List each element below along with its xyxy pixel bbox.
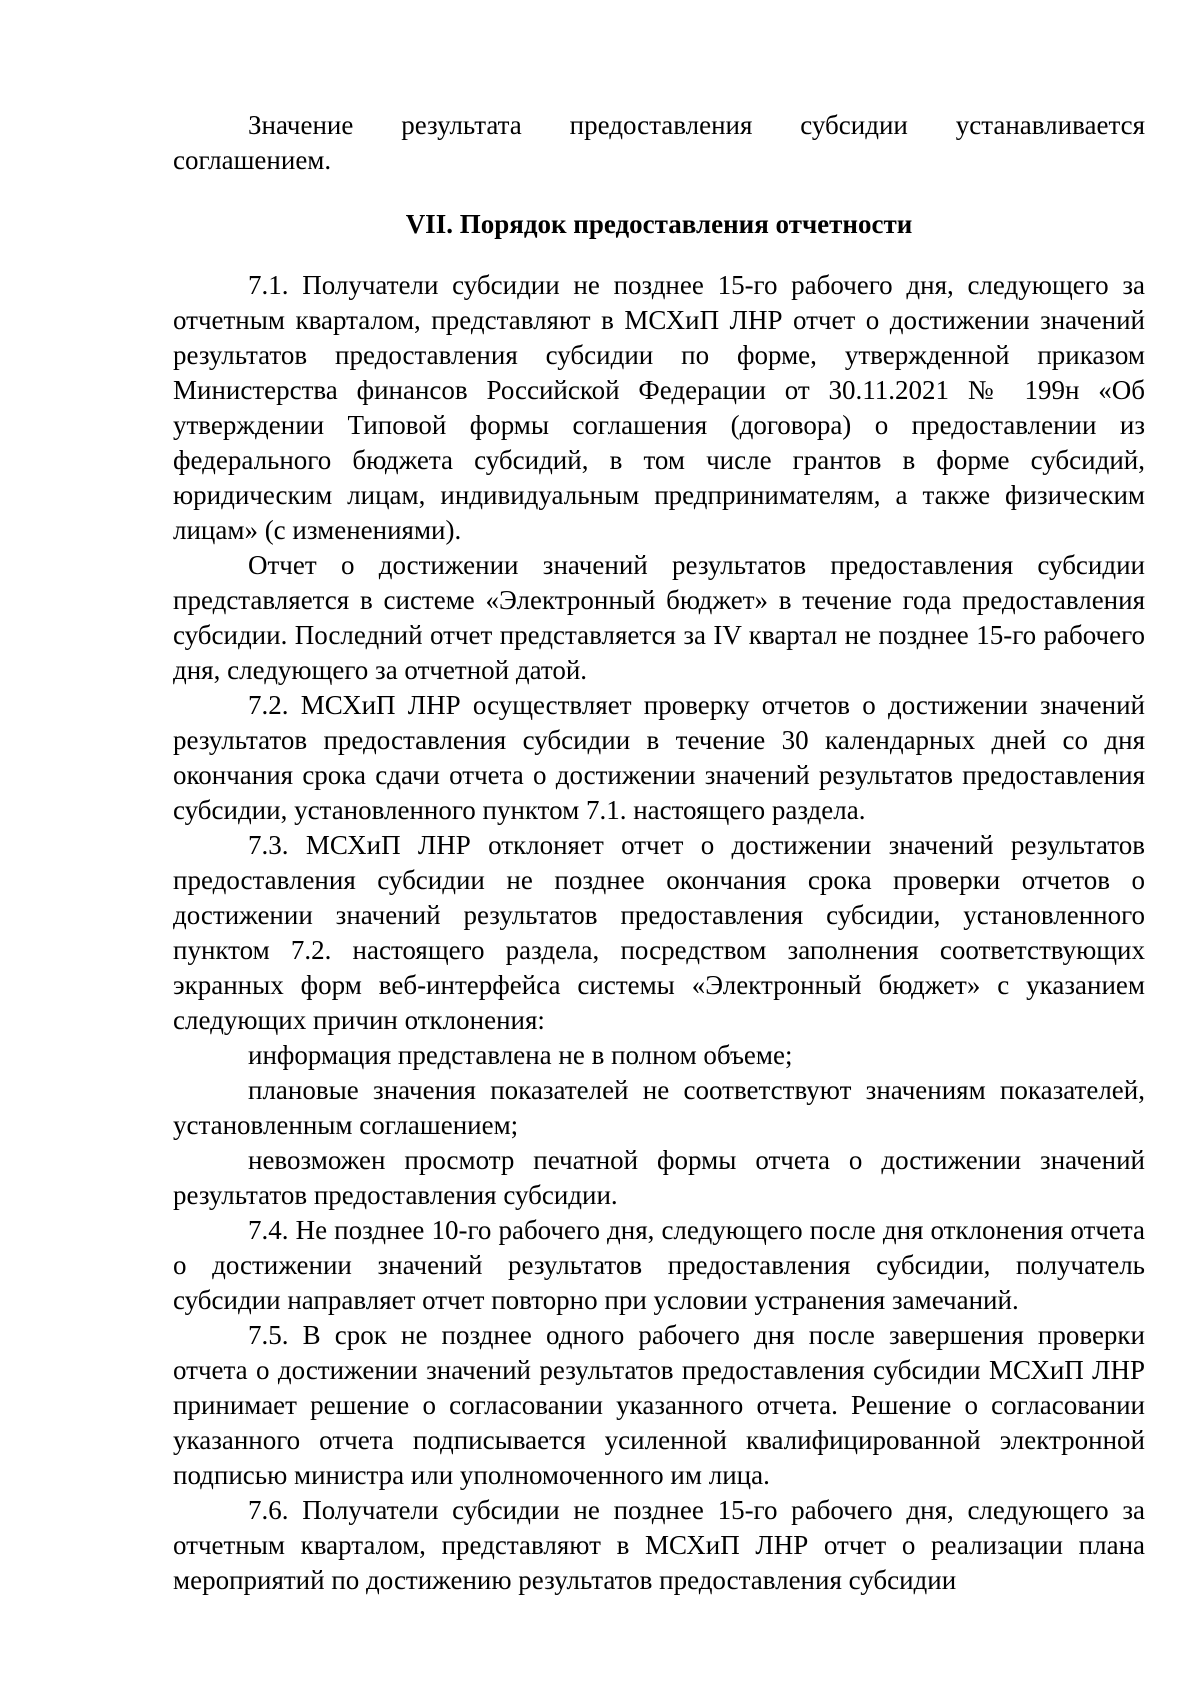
paragraph-report-system: Отчет о достижении значений результатов предоставления субсидии представляется в системе «Электронный бюджет» в течение года предоставления субсидии. Последний отчет представляется за IV квартал не позднее 15-го рабочего дня, следующего за отчетной датой. [173, 550, 1145, 685]
rejection-reason-2: плановые значения показателей не соответствуют значениям показателей, установленным соглашением; [173, 1075, 1145, 1140]
intro-paragraph: Значение результата предоставления субсидии устанавливается соглашением. [173, 110, 1145, 175]
paragraph-7-3: 7.3. МСХиП ЛНР отклоняет отчет о достижении значений результатов предоставления субсидии не позднее окончания срока проверки отчетов о достижении значений результатов предоставления субсидии, установленного пунктом 7.2. настоящего раздела, посредством заполнения соответствующих экранных форм веб-интерфейса системы «Электронный бюджет» с указанием следующих причин отклонения: [173, 830, 1145, 1035]
rejection-reason-1: информация представлена не в полном объеме; [248, 1040, 793, 1070]
document-body [173, 108, 1145, 1598]
paragraph-7-6: 7.6. Получатели субсидии не позднее 15-го рабочего дня, следующего за отчетным кварталом, представляют в МСХиП ЛНР отчет о реализации плана мероприятий по достижению результатов предоставления субсидии [173, 1495, 1145, 1595]
rejection-reason-3: невозможен просмотр печатной формы отчета о достижении значений результатов предоставления субсидии. [173, 1145, 1145, 1210]
paragraph-7-5: 7.5. В срок не позднее одного рабочего дня после завершения проверки отчета о достижении значений результатов предоставления субсидии МСХиП ЛНР принимает решение о согласовании указанного отчета. Решение о согласовании указанного отчета подписывается усиленной квалифицированной электронной подписью министра или уполномоченного им лица. [173, 1320, 1145, 1490]
paragraph-7-1: 7.1. Получатели субсидии не позднее 15-го рабочего дня, следующего за отчетным кварталом, представляют в МСХиП ЛНР отчет о достижении значений результатов предоставления субсидии по форме, утвержденной приказом Министерства финансов Российской Федерации от 30.11.2021 № 199н «Об утверждении Типовой формы соглашения (договора) о предоставлении из федерального бюджета субсидий, в том числе грантов в форме субсидий, юридическим лицам, индивидуальным предпринимателям, а также физическим лицам» (с изменениями). [173, 270, 1145, 545]
paragraph-7-4: 7.4. Не позднее 10-го рабочего дня, следующего после дня отклонения отчета о достижении значений результатов предоставления субсидии, получатель субсидии направляет отчет повторно при условии устранения замечаний. [173, 1215, 1145, 1315]
paragraph-7-2: 7.2. МСХиП ЛНР осуществляет проверку отчетов о достижении значений результатов предоставления субсидии в течение 30 календарных дней со дня окончания срока сдачи отчета о достижении значений результатов предоставления субсидии, установленного пунктом 7.1. настоящего раздела. [173, 690, 1145, 825]
section-heading: VII. Порядок предоставления отчетности [405, 209, 913, 239]
